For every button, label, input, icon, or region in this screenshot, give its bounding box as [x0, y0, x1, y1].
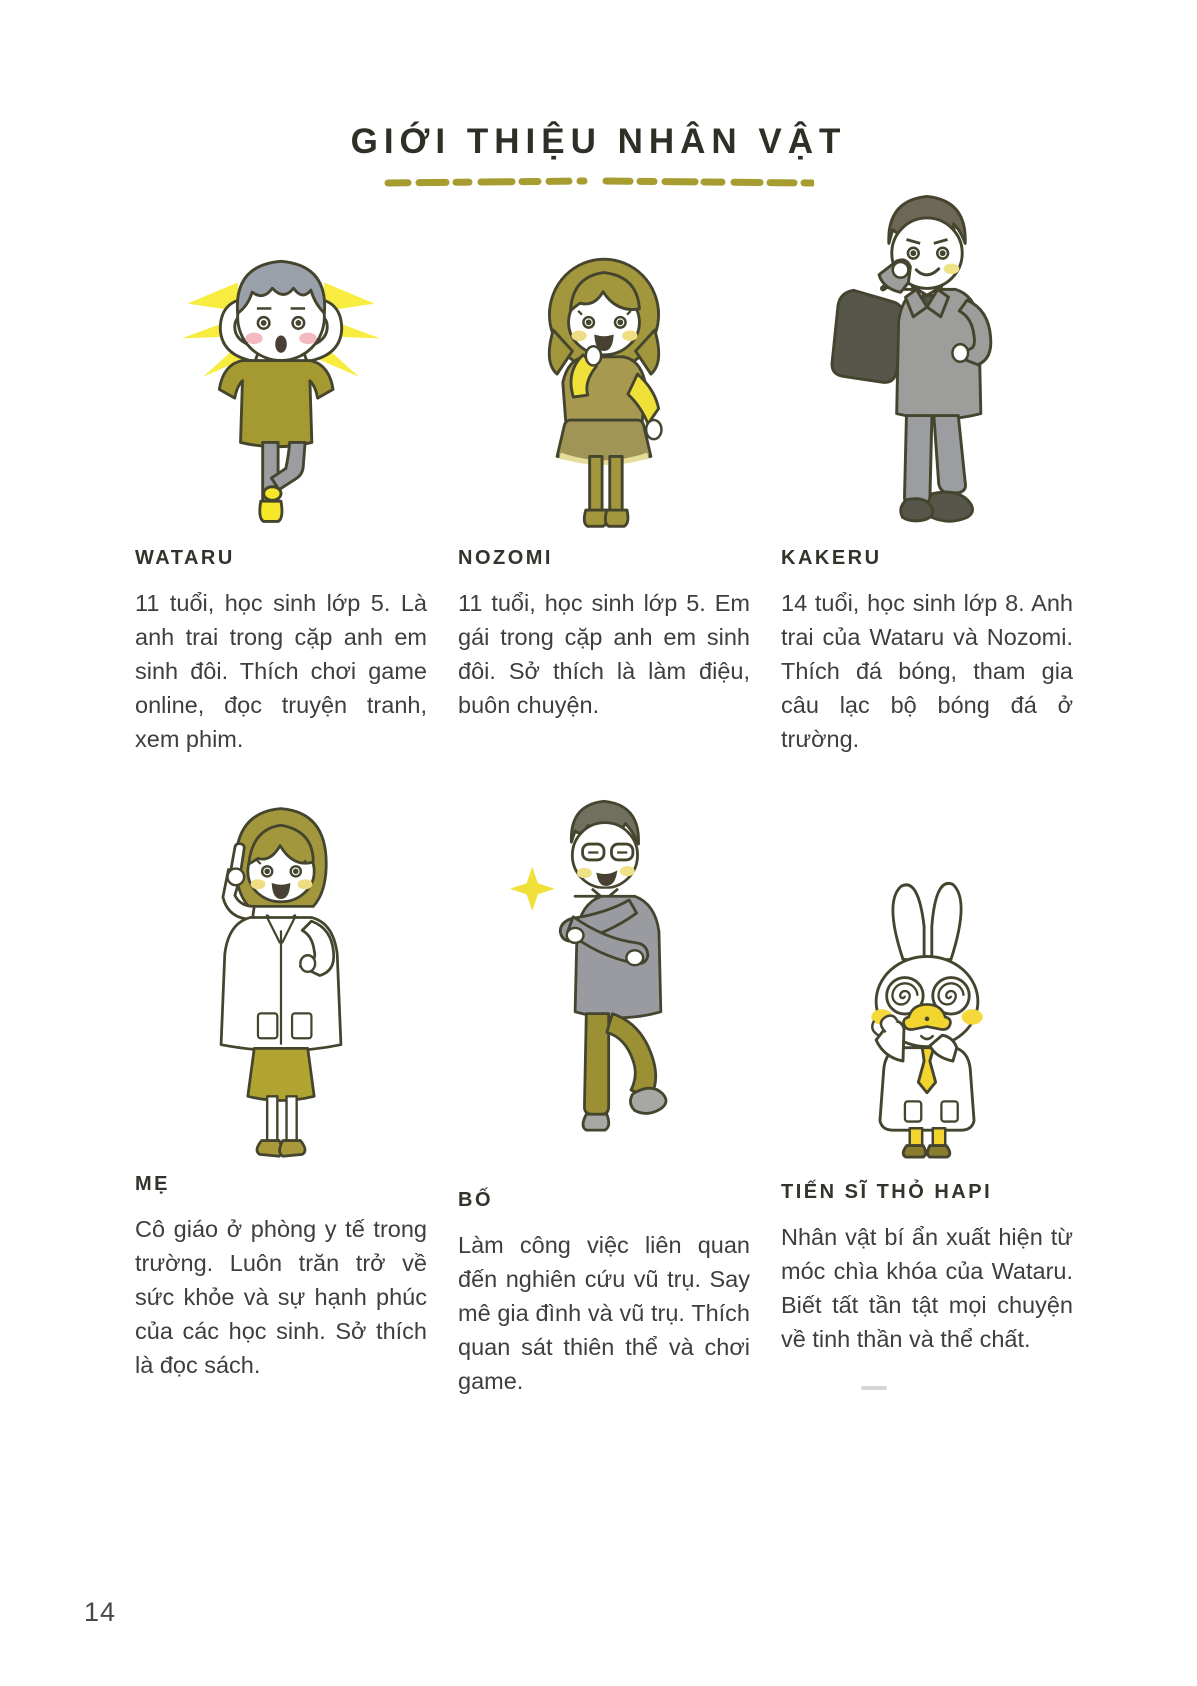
character-name: NOZOMI: [458, 547, 553, 569]
kakeru-illustration: [781, 188, 1073, 533]
character-card-kakeru: [781, 188, 1073, 756]
character-card-nozomi: [458, 188, 750, 722]
sparkle-icon: [510, 866, 555, 911]
character-description: 11 tuổi, học sinh lớp 5. Là anh trai trong cặp anh em sinh đôi. Thích chơi game online, đọc truyện tranh, xem phim.: [135, 590, 427, 752]
character-name: TIẾN SĨ THỎ HAPI: [781, 1181, 993, 1203]
character-card-me: [135, 774, 427, 1382]
character-description: 14 tuổi, học sinh lớp 8. Anh trai của Wataru và Nozomi. Thích đá bóng, tham gia câu lạc bộ bóng đá ở trường.: [781, 590, 1073, 752]
character-name: MẸ: [135, 1173, 170, 1195]
hapi-illustration: [781, 774, 1073, 1159]
character-card-hapi: [781, 774, 1073, 1390]
character-name: BỐ: [458, 1189, 493, 1211]
wataru-illustration: [135, 188, 427, 533]
nozomi-illustration: [458, 188, 750, 533]
character-card-wataru: [135, 188, 427, 756]
character-description: Nhân vật bí ẩn xuất hiện từ móc chìa khóa của Wataru. Biết tất tần tật mọi chuyện về tinh thần và thể chất.: [781, 1224, 1073, 1352]
character-description: Làm công việc liên quan đến nghiên cứu vũ trụ. Say mê gia đình và vũ trụ. Thích quan sát thiên thể và chơi game.: [458, 1232, 750, 1394]
character-description: 11 tuổi, học sinh lớp 5. Em gái trong cặp anh em sinh đôi. Sở thích là làm điệu, buôn chuyện.: [458, 590, 750, 718]
character-card-bo: [458, 774, 750, 1398]
character-row-1: [0, 188, 1197, 756]
title-block: [0, 0, 1197, 188]
character-description: Cô giáo ở phòng y tế trong trường. Luôn trăn trở về sức khỏe và sự hạnh phúc của các học sinh. Sở thích là đọc sách.: [135, 1216, 427, 1378]
character-row-2: [0, 774, 1197, 1398]
character-name: KAKERU: [781, 547, 882, 569]
bo-illustration: [458, 774, 750, 1159]
character-name: WATARU: [135, 547, 235, 569]
dashed-underline: [384, 176, 814, 188]
me-illustration: [135, 774, 427, 1159]
stray-dash-mark: [861, 1386, 887, 1390]
page-number: 14: [84, 1597, 117, 1627]
page-title: GIỚI THIỆU NHÂN VẬT: [350, 122, 847, 161]
